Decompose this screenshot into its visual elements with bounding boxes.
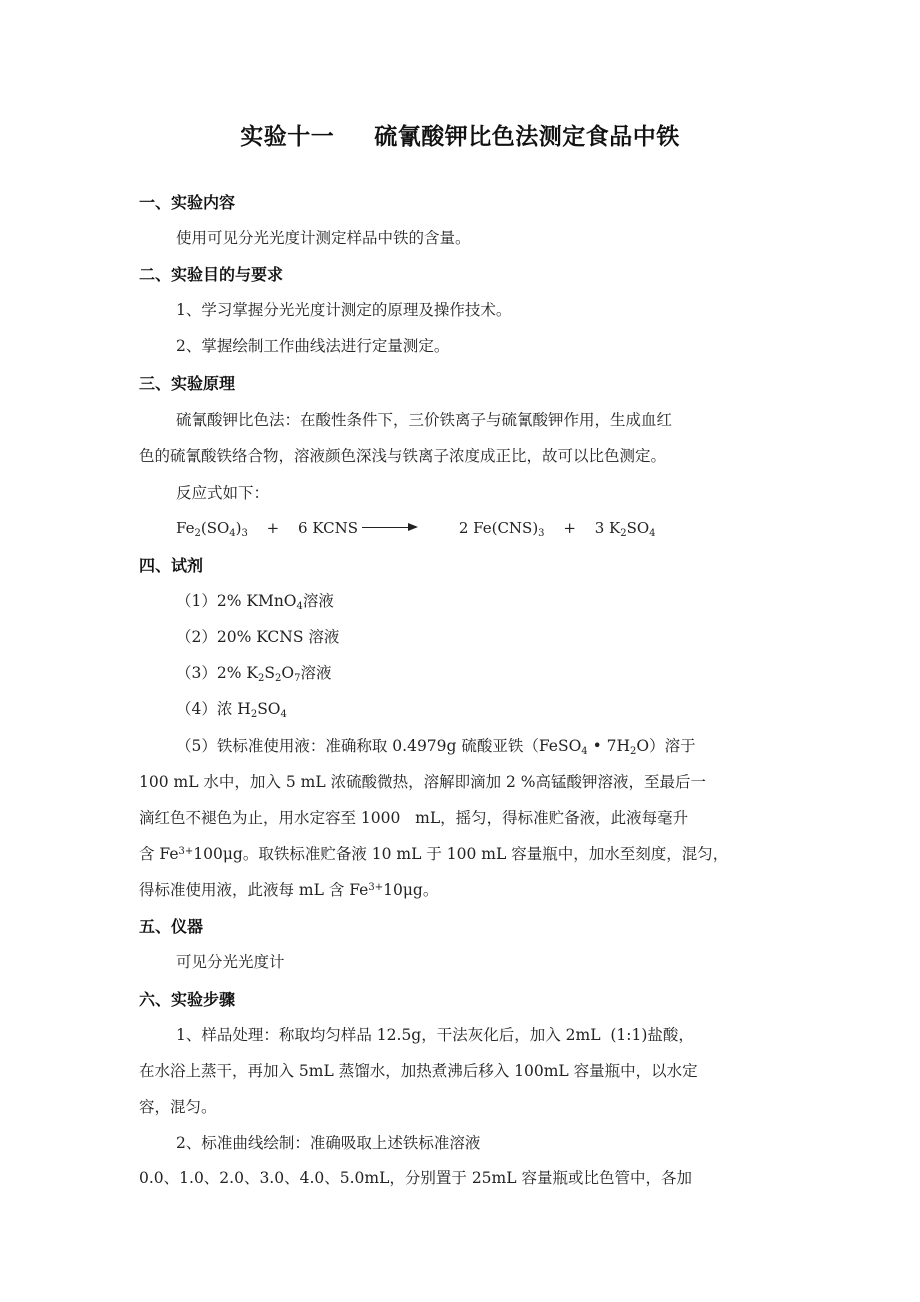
- procedure-line: 1、样品处理：称取均匀样品 12.5g，干法灰化后，加入 2mL (1:1)盐酸，: [176, 1026, 694, 1044]
- principle-line: 色的硫氰酸铁络合物，溶液颜色深浅与铁离子浓度成正比，故可以比色测定。: [139, 447, 667, 465]
- content-text: 使用可见分光光度计测定样品中铁的含量。: [176, 229, 471, 247]
- experiment-name: 硫氰酸钾比色法测定食品中铁: [374, 124, 680, 150]
- reactant-2: 6 KCNS: [298, 519, 359, 537]
- plus-sign: +: [266, 519, 280, 537]
- section-heading-principle: 三、实验原理: [139, 374, 236, 393]
- reagent-item-5-line: （5）铁标准使用液：准确称取 0.4979g 硫酸亚铁（FeSO$_4$ • $7H_2O$）溶于: [176, 737, 696, 757]
- reagent-item: （2）20% KCNS 溶液: [176, 628, 340, 646]
- section-heading-instruments: 五、仪器: [139, 917, 204, 936]
- experiment-number: 实验十一: [240, 124, 335, 150]
- reagent-item: （4）浓 $H_2SO_4$: [176, 700, 287, 720]
- product-2: 3 $K_2SO_4$: [594, 519, 656, 539]
- section-heading-content: 一、实验内容: [139, 193, 236, 212]
- reactant-1: $Fe_2(SO_4)_3$: [176, 519, 248, 539]
- procedure-line: 0.0、1.0、2.0、3.0、4.0、5.0mL，分别置于 25mL 容量瓶或比色管中，各加: [139, 1169, 692, 1187]
- reagent-item-5-line: 滴红色不褪色为止，用水定容至 1000 mL，摇匀，得标准贮备液，此液每毫升: [139, 809, 689, 827]
- reagent-item-5-line: 含 $Fe^{3+}100\mu g$。取铁标准贮备液 10 mL 于 100 mL 容量瓶中，加水至刻度，混匀，: [139, 845, 729, 863]
- section-heading-reagents: 四、试剂: [139, 556, 204, 575]
- principle-line: 硫氰酸钾比色法：在酸性条件下，三价铁离子与硫氰酸钾作用，生成血红: [176, 411, 673, 429]
- procedure-line: 在水浴上蒸干，再加入 5mL 蒸馏水，加热煮沸后移入 100mL 容量瓶中，以水定: [139, 1062, 698, 1080]
- procedure-line: 容，混匀。: [139, 1098, 217, 1116]
- procedure-line: 2、标准曲线绘制：准确吸取上述铁标准溶液: [176, 1134, 481, 1152]
- reagent-item-5-line: 得标准使用液，此液每 mL 含 $Fe^{3+}10\mu g$。: [139, 881, 439, 899]
- reagent-item-5-line: 100 mL 水中，加入 5 mL 浓硫酸微热，溶解即滴加 2 %高锰酸钾溶液，至最后一: [139, 773, 707, 791]
- page-title: [0, 118, 920, 151]
- reagent-item: （1）2% KMnO$_4$溶液: [176, 592, 334, 612]
- equation-intro: 反应式如下：: [176, 484, 270, 502]
- product-1: 2 $Fe(CNS)_3$: [458, 519, 545, 539]
- section-heading-objectives: 二、实验目的与要求: [139, 265, 284, 284]
- plus-sign: +: [563, 519, 576, 537]
- reagent-item: （3）2% $K_2S_2O_7$溶液: [176, 664, 332, 684]
- objective-item: 2、掌握绘制工作曲线法进行定量测定。: [176, 337, 450, 355]
- section-heading-procedure: 六、实验步骤: [139, 990, 236, 1009]
- instrument-text: 可见分光光度计: [176, 953, 285, 971]
- reaction-arrow-icon: [362, 527, 416, 528]
- objective-item: 1、学习掌握分光光度计测定的原理及操作技术。: [176, 301, 512, 319]
